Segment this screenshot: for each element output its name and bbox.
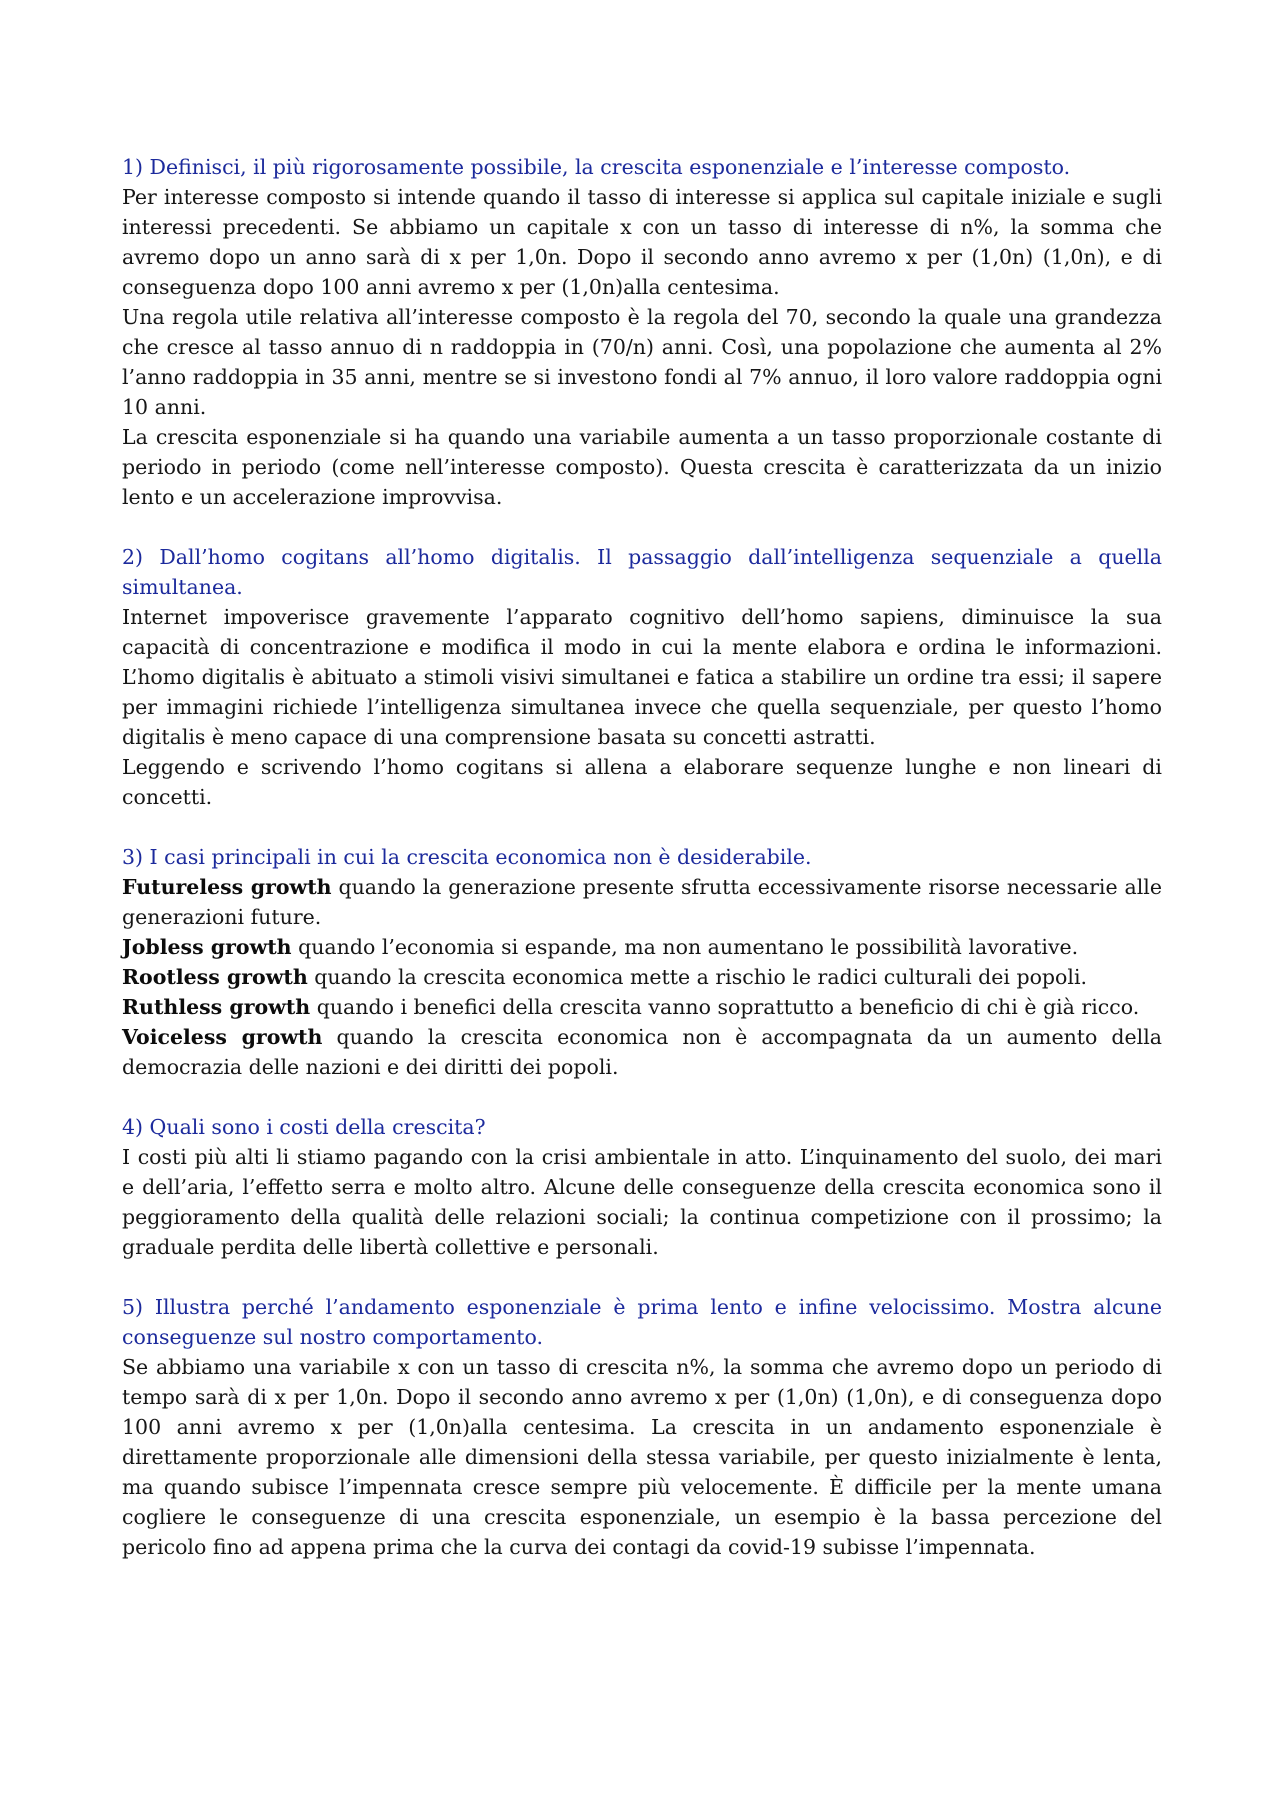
question-4: 4) Quali sono i costi della crescita?: [122, 1115, 486, 1139]
answer-1-paragraph-2: Una regola utile relativa all’interesse composto è la regola del 70, secondo la quale una grandezza che cresce al tasso annuo di n raddoppia in (70/n) anni. Così, una popolazione che aumenta al 2% l’anno raddoppia in 35 anni, mentre se si investono fondi al 7% annuo, il loro valore raddoppia ogni 10 anni.: [122, 305, 1162, 419]
question-5: 5) Illustra perché l’andamento esponenziale è prima lento e infine velocissimo. Mostra alcune conseguenze sul nostro comportamento.: [122, 1295, 1162, 1349]
growth-description: quando la crescita economica mette a rischio le radici culturali dei popoli.: [307, 965, 1088, 989]
section-2: [122, 542, 1162, 812]
answer-1-paragraph-1: Per interesse composto si intende quando il tasso di interesse si applica sul capitale iniziale e sugli interessi precedenti. Se abbiamo un capitale x con un tasso di interesse di n%, la somma che avremo dopo un anno sarà di x per 1,0n. Dopo il secondo anno avremo x per (1,0n) (1,0n), e di conseguenza dopo 100 anni avremo x per (1,0n)alla centesima.: [122, 185, 1162, 299]
question-1: 1) Definisci, il più rigorosamente possibile, la crescita esponenziale e l’interesse composto.: [122, 155, 1071, 179]
growth-type-ruthless: [122, 992, 1162, 1022]
growth-term: Jobless growth: [122, 935, 292, 959]
answer-5-paragraph-1: Se abbiamo una variabile x con un tasso di crescita n%, la somma che avremo dopo un periodo di tempo sarà di x per 1,0n. Dopo il secondo anno avremo x per (1,0n) (1,0n), e di conseguenza dopo 100 anni avremo x per (1,0n)alla centesima. La crescita in un andamento esponenziale è direttamente proporzionale alle dimensioni della stessa variabile, per questo inizialmente è lenta, ma quando subisce l’impennata cresce sempre più velocemente. È difficile per la mente umana cogliere le conseguenze di una crescita esponenziale, un esempio è la bassa percezione del pericolo fino ad appena prima che la curva dei contagi da covid-19 subisse l’impennata.: [122, 1355, 1162, 1559]
section-5: [122, 1292, 1162, 1562]
section-1: [122, 152, 1162, 512]
growth-term: Futureless growth: [122, 875, 332, 899]
section-4: [122, 1112, 1162, 1262]
answer-2-paragraph-1: Internet impoverisce gravemente l’apparato cognitivo dell’homo sapiens, diminuisce la sua capacità di concentrazione e modifica il modo in cui la mente elabora e ordina le informazioni. L’homo digitalis è abituato a stimoli visivi simultanei e fatica a stabilire un ordine tra essi; il sapere per immagini richiede l’intelligenza simultanea invece che quella sequenziale, per questo l’homo digitalis è meno capace di una comprensione basata su concetti astratti.: [122, 605, 1162, 749]
growth-description: quando la generazione presente sfrutta eccessivamente risorse necessarie alle generazioni future.: [122, 875, 1162, 929]
growth-term: Voiceless growth: [122, 1025, 323, 1049]
answer-2-paragraph-2: Leggendo e scrivendo l’homo cogitans si allena a elaborare sequenze lunghe e non lineari di concetti.: [122, 755, 1162, 809]
section-3: [122, 842, 1162, 1082]
document-body: [122, 152, 1162, 1592]
growth-type-voiceless: [122, 1022, 1162, 1082]
growth-term: Rootless growth: [122, 965, 308, 989]
growth-description: quando i benefici della crescita vanno soprattutto a beneficio di chi è già ricco.: [310, 995, 1140, 1019]
growth-type-rootless: [122, 962, 1162, 992]
growth-type-jobless: [122, 932, 1162, 962]
answer-1-paragraph-3: La crescita esponenziale si ha quando una variabile aumenta a un tasso proporzionale costante di periodo in periodo (come nell’interesse composto). Questa crescita è caratterizzata da un inizio lento e un accelerazione improvvisa.: [122, 425, 1162, 509]
growth-term: Ruthless growth: [122, 995, 311, 1019]
growth-type-futureless: [122, 872, 1162, 932]
answer-4-paragraph-1: I costi più alti li stiamo pagando con la crisi ambientale in atto. L’inquinamento del suolo, dei mari e dell’aria, l’effetto serra e molto altro. Alcune delle conseguenze della crescita economica sono il peggioramento della qualità delle relazioni sociali; la continua competizione con il prossimo; la graduale perdita delle libertà collettive e personali.: [122, 1145, 1162, 1259]
growth-description: quando l’economia si espande, ma non aumentano le possibilità lavorative.: [291, 935, 1079, 959]
question-2: 2) Dall’homo cogitans all’homo digitalis. Il passaggio dall’intelligenza sequenziale a quella simultanea.: [122, 545, 1162, 599]
growth-description: quando la crescita economica non è accompagnata da un aumento della democrazia delle nazioni e dei diritti dei popoli.: [122, 1025, 1162, 1079]
question-3: 3) I casi principali in cui la crescita economica non è desiderabile.: [122, 845, 812, 869]
